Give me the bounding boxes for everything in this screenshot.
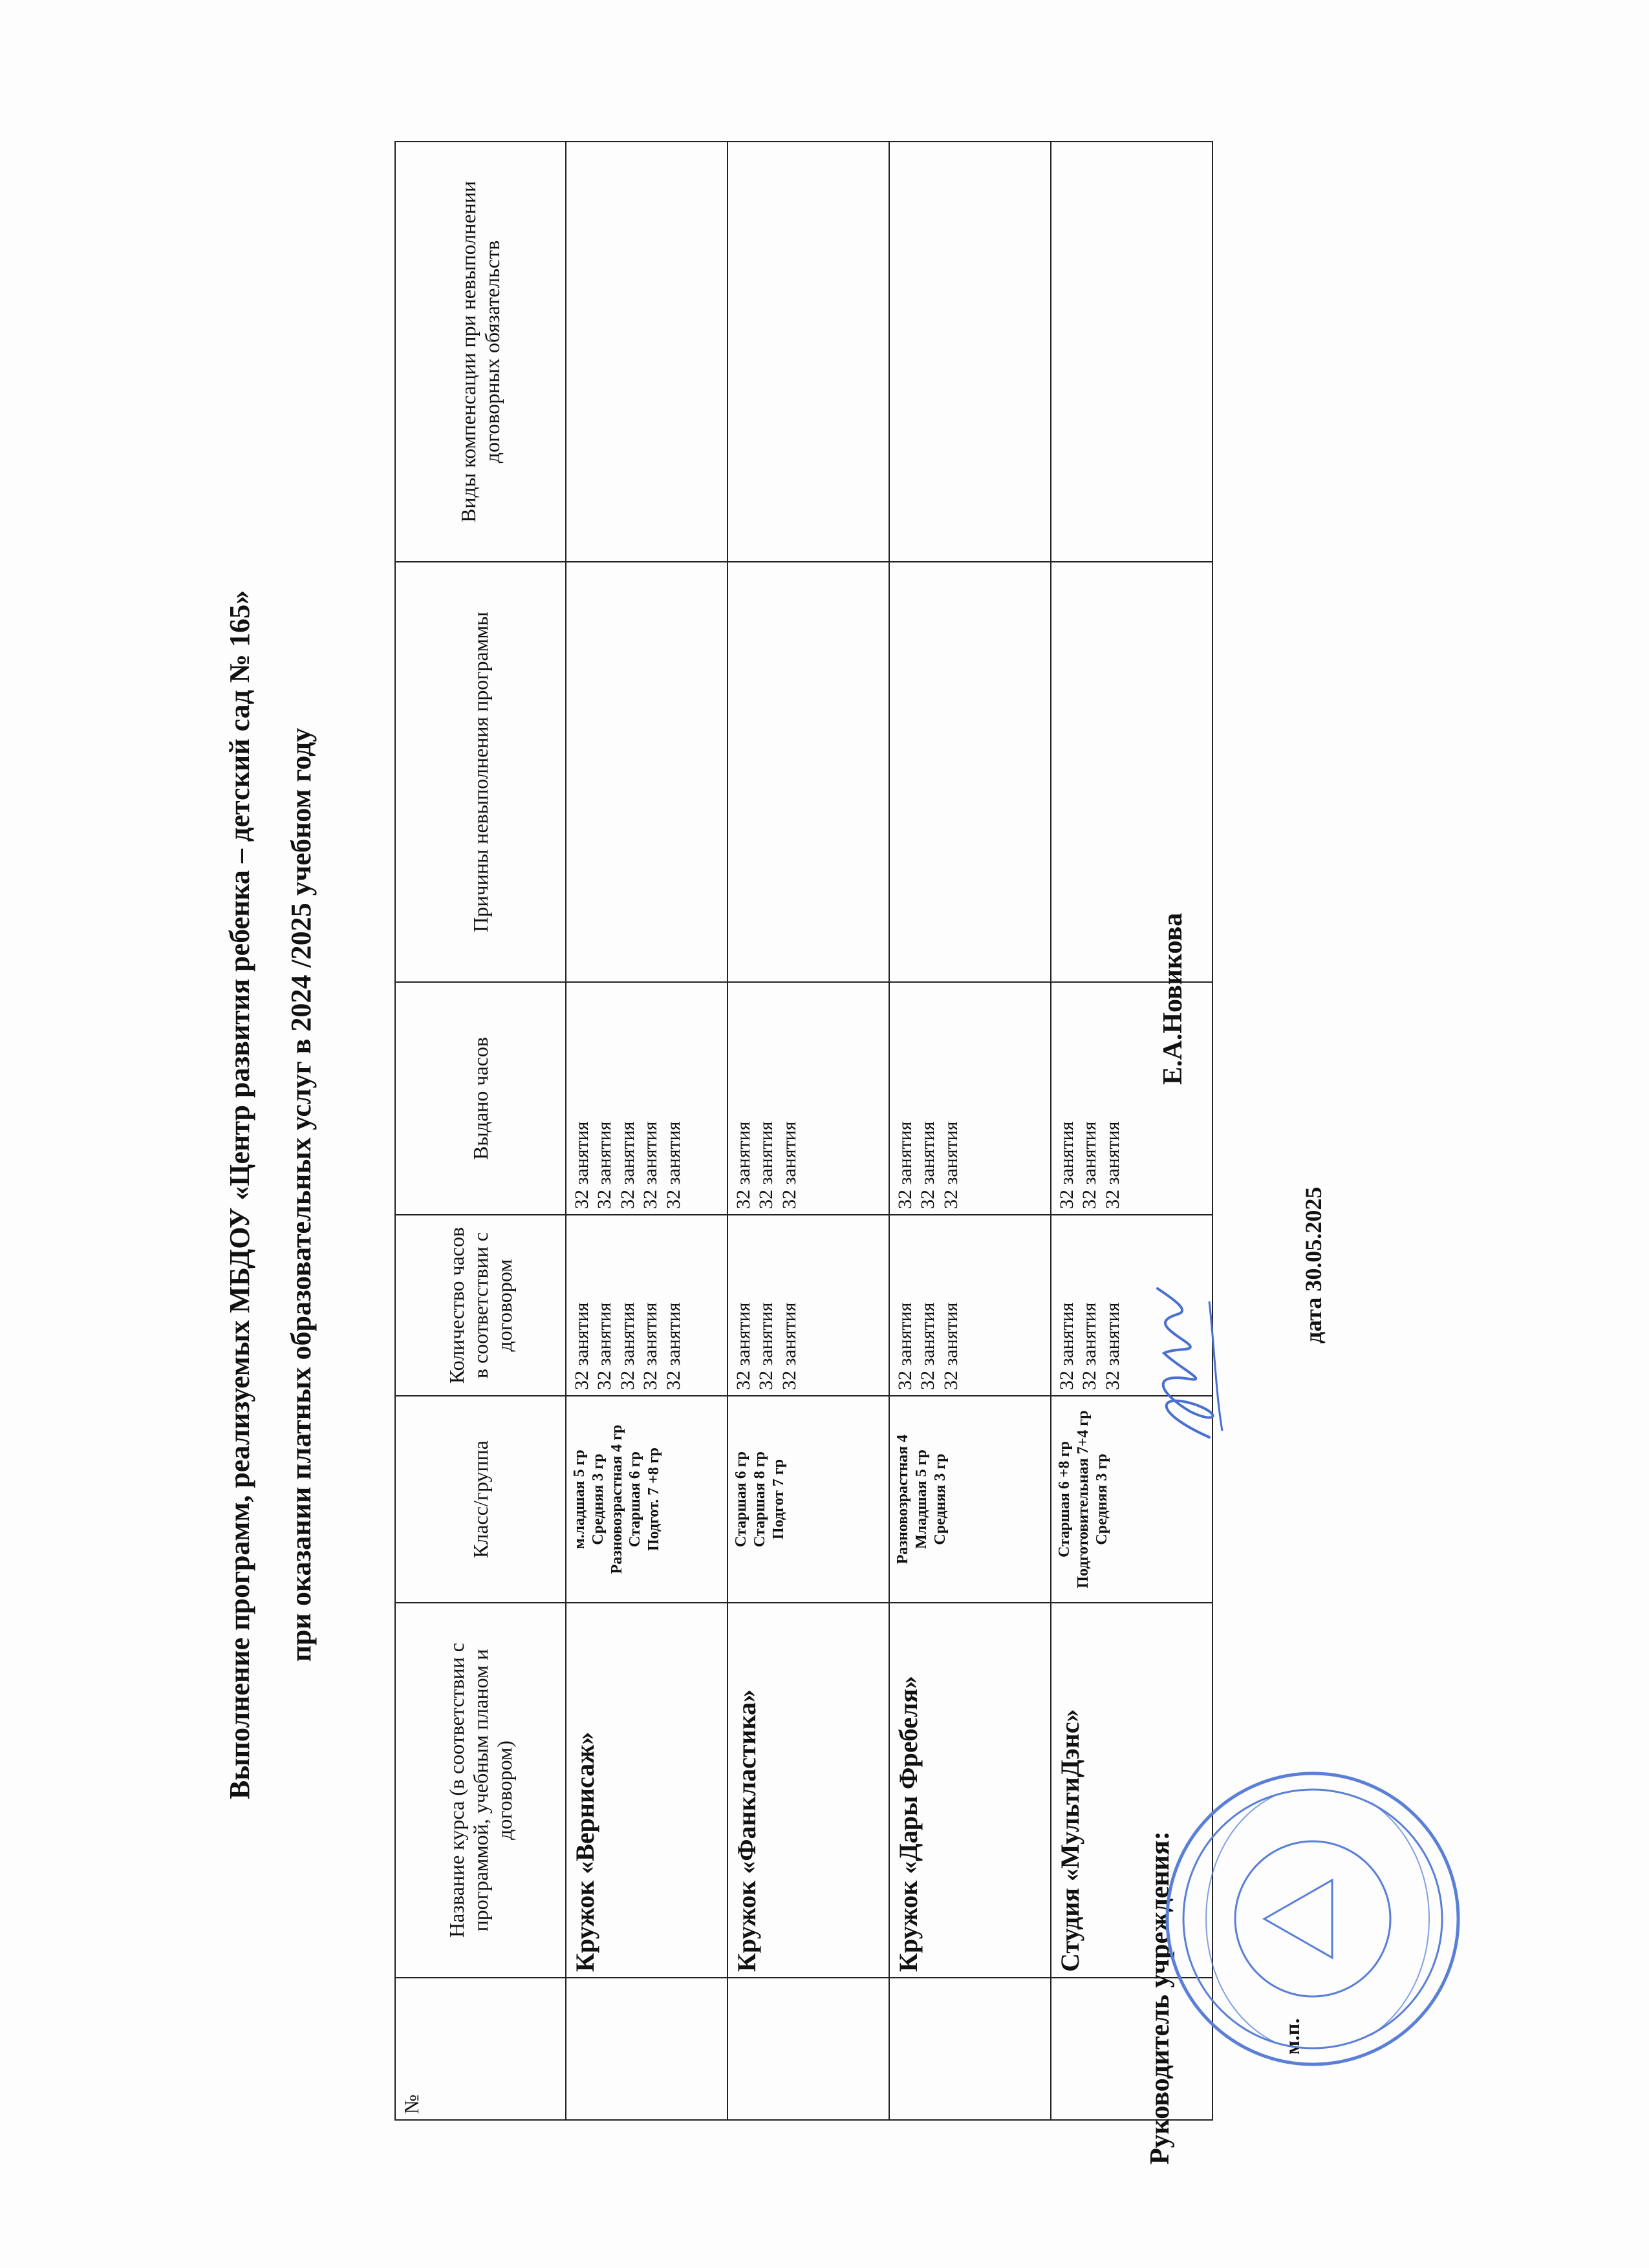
header-course: Название курса (в соответствии с программой, учебным планом и договором) (395, 1603, 566, 1978)
hours-contract-list-line: 32 занятия (1079, 1302, 1101, 1390)
header-reasons: Причины невыполнения программы (395, 562, 566, 982)
hours-given-list-line: 32 занятия (940, 1121, 962, 1209)
hours-contract-list-line: 32 занятия (733, 1302, 754, 1390)
hours-given-list (889, 982, 1051, 1215)
hours-contract-list-line: 32 занятия (571, 1302, 592, 1390)
compensation-cell (566, 142, 727, 562)
course-name: Кружок «Дары Фребеля» (889, 1603, 1051, 1978)
header-compensation: Виды компенсации при невыполнении договорных обязательств (395, 142, 566, 562)
hours-given-list (727, 982, 889, 1215)
hours-contract-list-line: 32 занятия (662, 1302, 684, 1390)
group-list (566, 1396, 727, 1603)
hours-given-list-line: 32 занятия (662, 1121, 684, 1209)
compensation-cell (1051, 142, 1212, 562)
reasons-cell (566, 562, 727, 982)
group-list-line: Старшая 6 +8 гр (1056, 1441, 1073, 1557)
hours-contract-list-line: 32 занятия (594, 1302, 616, 1390)
hours-given-list-line: 32 занятия (755, 1121, 777, 1209)
hours-contract-list-line: 32 занятия (616, 1302, 638, 1390)
row-number-cell (889, 1978, 1051, 2120)
row-number-cell (566, 1978, 727, 2120)
hours-contract-list-line: 32 занятия (1056, 1302, 1077, 1390)
hours-contract-list (727, 1215, 889, 1396)
group-list-line: Средняя 3 гр (1093, 1453, 1110, 1545)
course-name: Студия «МультиДэнс» (1051, 1603, 1212, 1978)
group-list-line: Разновозрастная 4 гр (608, 1424, 625, 1574)
handwritten-signature (1138, 1282, 1242, 1450)
hours-given-list-line: 32 занятия (894, 1121, 916, 1209)
group-list-line: Разновозрастная 4 (894, 1434, 911, 1565)
compensation-cell (889, 142, 1051, 562)
group-list (727, 1396, 889, 1603)
course-name: Кружок «Вернисаж» (566, 1603, 727, 1978)
seal-stamp (1158, 1764, 1468, 2074)
hours-given-list-line: 32 занятия (917, 1121, 939, 1209)
hours-given-list-line: 32 занятия (640, 1121, 662, 1209)
hours-given-list-line: 32 занятия (778, 1121, 800, 1209)
reasons-cell (727, 562, 889, 982)
hours-contract-list-line: 32 занятия (940, 1302, 962, 1390)
group-list-line: Средняя 3 гр (589, 1453, 607, 1545)
group-list-line: Старшая 6 гр (627, 1451, 644, 1547)
hours-contract-list (889, 1215, 1051, 1396)
table-row (727, 142, 889, 2120)
hours-given-list-line: 32 занятия (1079, 1121, 1101, 1209)
date-label: дата 30.05.2025 (1300, 1186, 1326, 1343)
hours-given-list-line: 32 занятия (616, 1121, 638, 1209)
hours-given-list-line: 32 занятия (571, 1121, 592, 1209)
group-list-line: м.ладшая 5 гр (571, 1450, 588, 1549)
header-number: № (395, 1978, 566, 2120)
hours-given-list (566, 982, 727, 1215)
course-name: Кружок «Фанкластика» (727, 1603, 889, 1978)
header-groups: Класс/группа (395, 1396, 566, 1603)
table-row (889, 142, 1051, 2120)
head-name: Е.А.Новикова (1158, 912, 1188, 1085)
seal-place-label: м.п. (1280, 2018, 1304, 2055)
group-list-line: Старшая 8 гр (751, 1451, 768, 1547)
hours-given-list-line: 32 занятия (733, 1121, 754, 1209)
hours-contract-list-line: 32 занятия (894, 1302, 916, 1390)
document-title: Выполнение программ, реализуемых МБДОУ «Центр развития ребенка – детский сад № 165» (224, 590, 255, 1800)
table-body (566, 142, 1212, 2120)
table-header-row (395, 142, 566, 2120)
group-list (889, 1396, 1051, 1603)
hours-contract-list-line: 32 занятия (1101, 1302, 1123, 1390)
hours-contract-list-line: 32 занятия (778, 1302, 800, 1390)
header-hours-given: Выдано часов (395, 982, 566, 1215)
document-subtitle: при оказании платных образовательных услуг в 2024 /2025 учебном году (285, 727, 317, 1662)
compensation-cell (727, 142, 889, 562)
group-list-line: Старшая 6 гр (733, 1451, 749, 1547)
report-table (394, 141, 1213, 2121)
group-list-line: Подгот. 7 +8 гр (645, 1448, 663, 1552)
hours-given-list-line: 32 занятия (1101, 1121, 1123, 1209)
row-number-cell (727, 1978, 889, 2120)
hours-contract-list-line: 32 занятия (755, 1302, 777, 1390)
group-list-line: Подготовительная 7+4 гр (1074, 1410, 1092, 1589)
hours-contract-list-line: 32 занятия (917, 1302, 939, 1390)
hours-given-list-line: 32 занятия (594, 1121, 616, 1209)
group-list-line: Младшая 5 гр (912, 1450, 930, 1549)
header-hours-contract: Количество часов в соответствии с договором (395, 1215, 566, 1396)
reasons-cell (889, 562, 1051, 982)
group-list-line: Средняя 3 гр (931, 1453, 949, 1545)
table-row (566, 142, 727, 2120)
group-list-line: Подгот 7 гр (770, 1459, 787, 1540)
head-label: Руководитель учреждения: (1145, 1831, 1175, 2165)
hours-contract-list (566, 1215, 727, 1396)
hours-given-list-line: 32 занятия (1056, 1121, 1077, 1209)
hours-contract-list-line: 32 занятия (640, 1302, 662, 1390)
